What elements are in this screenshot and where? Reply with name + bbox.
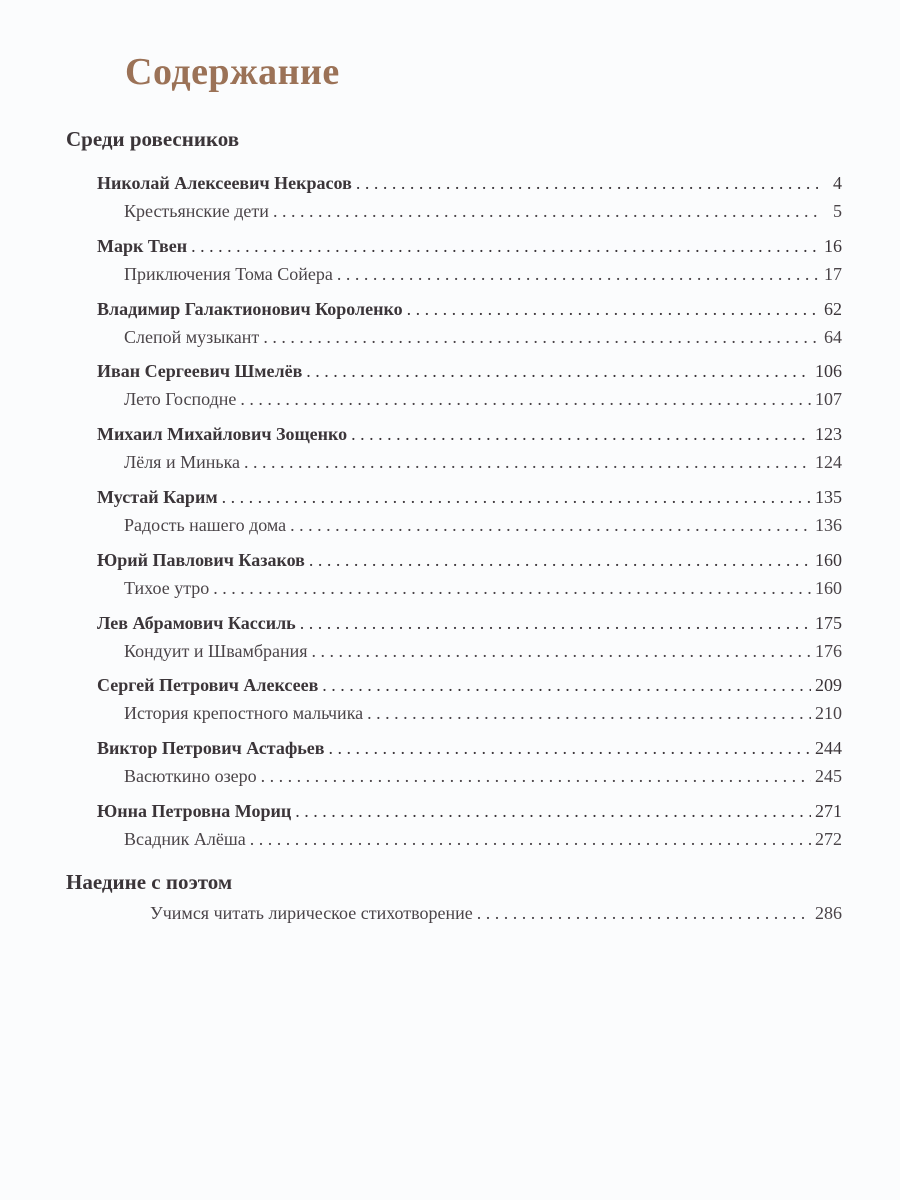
dot-leader — [261, 765, 811, 787]
work-entry[interactable] — [124, 640, 842, 662]
page-number: 286 — [815, 903, 842, 923]
entry-title: Васюткино озеро — [124, 766, 257, 787]
dot-leader — [367, 702, 811, 724]
dot-leader — [222, 486, 811, 508]
author-entry[interactable] — [97, 423, 842, 445]
page-number: 16 — [824, 235, 842, 256]
work-entry[interactable] — [150, 902, 842, 924]
page-number: 4 — [833, 173, 842, 193]
page-number: 245 — [815, 766, 842, 787]
work-entry[interactable] — [124, 702, 842, 724]
page-number: 244 — [815, 738, 842, 759]
dot-leader — [312, 640, 811, 662]
dot-leader — [213, 577, 811, 599]
entry-title: Кондуит и Швамбрания — [124, 640, 308, 661]
dot-leader — [300, 612, 811, 634]
page-number: 209 — [815, 675, 842, 696]
dot-leader — [295, 800, 811, 822]
work-entry[interactable] — [124, 765, 842, 787]
page-number: 272 — [815, 829, 842, 849]
author-entry[interactable] — [97, 298, 842, 320]
work-entry[interactable] — [124, 388, 842, 410]
page-number: 160 — [815, 549, 842, 570]
page-number: 175 — [815, 612, 842, 633]
entry-title: Крестьянские дети — [124, 201, 269, 221]
entry-title: Владимир Галактионович Короленко — [97, 298, 403, 319]
entry-title: Лёля и Минька — [124, 452, 241, 473]
entry-title: Лето Господне — [124, 389, 237, 410]
work-entry[interactable] — [124, 200, 842, 222]
author-entry[interactable] — [97, 486, 842, 508]
entry-title: Николай Алексеевич Некрасов — [97, 173, 352, 193]
dot-leader — [191, 235, 818, 257]
dot-leader — [250, 828, 811, 850]
entry-title: Тихое утро — [124, 577, 210, 598]
entry-title: Юрий Павлович Казаков — [97, 549, 305, 570]
author-entry[interactable] — [97, 800, 842, 822]
page-number: 107 — [815, 389, 842, 410]
dot-leader — [263, 326, 818, 348]
dot-leader — [351, 423, 811, 445]
work-entry[interactable] — [124, 326, 842, 348]
work-entry[interactable] — [124, 263, 842, 285]
author-entry[interactable] — [97, 172, 842, 194]
dot-leader — [356, 172, 818, 194]
entry-title: Иван Сергеевич Шмелёв — [97, 361, 303, 382]
author-entry[interactable] — [97, 235, 842, 257]
dot-leader — [306, 360, 811, 382]
page-number: 5 — [833, 201, 842, 221]
author-entry[interactable] — [97, 360, 842, 382]
page-number: 124 — [815, 452, 842, 473]
work-entry[interactable] — [124, 828, 842, 850]
page-number: 160 — [815, 577, 842, 598]
entry-title: Лев Абрамович Кассиль — [97, 612, 296, 633]
dot-leader — [329, 737, 811, 759]
page-number: 62 — [824, 298, 842, 319]
author-entry[interactable] — [97, 549, 842, 571]
page-title: Содержание — [125, 51, 340, 93]
entry-title: Слепой музыкант — [124, 326, 260, 347]
dot-leader — [273, 200, 818, 222]
page-number: 136 — [815, 515, 842, 535]
entry-title: Радость нашего дома — [124, 515, 287, 535]
entry-title: Учимся читать лирическое стихотворение — [150, 903, 473, 923]
entry-title: Всадник Алёша — [124, 829, 246, 849]
dot-leader — [309, 549, 811, 571]
page-number: 210 — [815, 703, 842, 724]
section-heading: Среди ровесников — [66, 127, 240, 151]
page-number: 135 — [815, 487, 842, 507]
dot-leader — [477, 902, 811, 924]
author-entry[interactable] — [97, 612, 842, 634]
entry-title: Мустай Карим — [97, 487, 218, 507]
dot-leader — [290, 514, 811, 536]
entry-title: История крепостного мальчика — [124, 703, 364, 724]
page-number: 64 — [824, 326, 842, 347]
author-entry[interactable] — [97, 737, 842, 759]
entry-title: Виктор Петрович Астафьев — [97, 738, 325, 759]
page-number: 17 — [824, 263, 842, 284]
entry-title: Сергей Петрович Алексеев — [97, 675, 319, 696]
dot-leader — [337, 263, 818, 285]
dot-leader — [322, 674, 811, 696]
entry-title: Юнна Петровна Мориц — [97, 801, 292, 821]
entry-title: Приключения Тома Сойера — [124, 263, 333, 284]
dot-leader — [407, 298, 818, 320]
work-entry[interactable] — [124, 514, 842, 536]
page-number: 176 — [815, 640, 842, 661]
page-number: 123 — [815, 424, 842, 445]
entry-title: Марк Твен — [97, 235, 188, 256]
dot-leader — [240, 388, 811, 410]
section-heading: Наедине с поэтом — [66, 870, 233, 894]
entry-title: Михаил Михайлович Зощенко — [97, 424, 348, 445]
work-entry[interactable] — [124, 451, 842, 473]
page-number: 106 — [815, 361, 842, 382]
dot-leader — [244, 451, 811, 473]
author-entry[interactable] — [97, 674, 842, 696]
work-entry[interactable] — [124, 577, 842, 599]
page-number: 271 — [815, 801, 842, 821]
